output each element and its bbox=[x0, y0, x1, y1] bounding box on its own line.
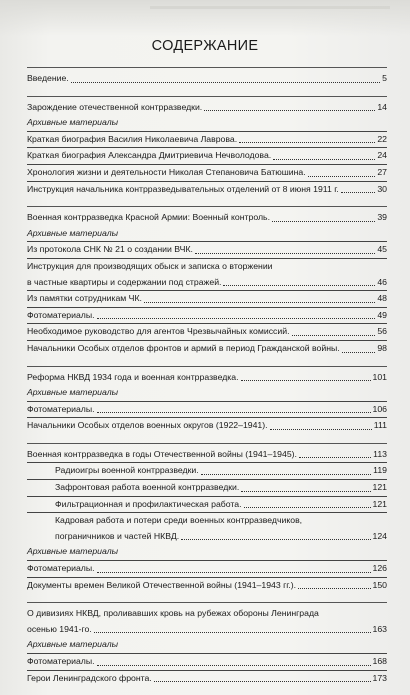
toc-entry-text: Начальники Особых отделов фронтов и армий в период Гражданской войны. bbox=[27, 342, 340, 353]
dot-leader bbox=[342, 351, 376, 353]
toc-entry-text: Инструкция начальника контрразведывательных отделений от 8 июня 1911 г. bbox=[27, 183, 339, 194]
dot-leader bbox=[241, 379, 371, 381]
toc-entry-text: Радиоигры военной контрразведки. bbox=[55, 465, 199, 476]
toc-entry[interactable] bbox=[27, 100, 387, 116]
dot-leader bbox=[97, 317, 376, 319]
toc-entry[interactable] bbox=[27, 578, 387, 594]
toc-subheading: Архивные материалы bbox=[27, 226, 387, 243]
toc-entry[interactable] bbox=[27, 308, 387, 325]
toc-subheading: Архивные материалы bbox=[27, 544, 387, 561]
toc-page-number: 39 bbox=[377, 212, 387, 223]
toc-page-number: 126 bbox=[372, 563, 387, 574]
dot-leader bbox=[341, 191, 376, 193]
toc-entry-text: Реформа НКВД 1934 года и военная контрразведка. bbox=[27, 371, 239, 382]
dot-leader bbox=[241, 490, 370, 492]
toc-page-number: 24 bbox=[377, 150, 387, 161]
toc-page-number: 106 bbox=[372, 403, 387, 414]
toc-section bbox=[27, 67, 387, 87]
toc-page-number: 45 bbox=[377, 244, 387, 255]
toc-subheading: Архивные материалы bbox=[27, 385, 387, 402]
scan-stripe bbox=[150, 6, 390, 9]
toc-page-number: 56 bbox=[377, 326, 387, 337]
dot-leader bbox=[298, 587, 370, 589]
dot-leader bbox=[272, 220, 375, 222]
toc-entry[interactable] bbox=[27, 480, 387, 497]
toc-entry-text: Фотоматериалы. bbox=[27, 656, 95, 666]
page-title: СОДЕРЖАНИЕ bbox=[151, 38, 259, 54]
toc-page-number: 124 bbox=[372, 530, 387, 541]
toc-entry[interactable] bbox=[27, 259, 387, 291]
toc-entry-text: Зафронтовая работа военной контрразведки. bbox=[55, 482, 240, 493]
toc-section bbox=[27, 443, 387, 593]
toc-entry[interactable] bbox=[27, 418, 387, 434]
toc-subheading: Архивные материалы bbox=[27, 637, 387, 654]
dot-leader bbox=[244, 506, 371, 508]
toc-page-number: 5 bbox=[382, 73, 387, 83]
toc-page-number: 113 bbox=[373, 448, 387, 459]
toc-entry[interactable] bbox=[27, 210, 387, 226]
toc-section bbox=[27, 96, 387, 198]
toc-entry-text: Начальники Особых отделов военных округов (1922–1941). bbox=[27, 420, 268, 431]
toc-entry[interactable] bbox=[27, 182, 387, 198]
toc-entry[interactable] bbox=[27, 497, 387, 514]
toc-page-number: 22 bbox=[377, 133, 387, 144]
toc-page-number: 119 bbox=[373, 465, 387, 476]
toc-page-number: 111 bbox=[373, 420, 387, 431]
toc-entry[interactable] bbox=[27, 132, 387, 149]
toc-page-number: 121 bbox=[372, 498, 387, 509]
toc-entry-text: Из протокола СНК № 21 о создании ВЧК. bbox=[27, 244, 193, 255]
toc-entry-text-line: О дивизиях НКВД, проливавших кровь на рубежах обороны Ленинграда bbox=[27, 608, 319, 619]
toc-entry-text: Краткая биография Александра Дмитриевича Нечволодова. bbox=[27, 150, 272, 161]
toc-entry-text: Фильтрационная и профилактическая работа. bbox=[55, 498, 242, 509]
toc-page-number: 173 bbox=[372, 672, 387, 683]
dot-leader bbox=[270, 428, 372, 430]
toc-page-number: 101 bbox=[372, 371, 387, 382]
dot-leader bbox=[204, 109, 375, 111]
dot-leader bbox=[299, 456, 371, 458]
toc-entry-text: Из памятки сотрудникам ЧК. bbox=[27, 293, 142, 304]
toc-entry-text: Фотоматериалы. bbox=[27, 563, 95, 574]
toc-entry-text-line: Инструкция для производящих обыск и записка о вторжении bbox=[27, 260, 273, 271]
toc-entry[interactable] bbox=[27, 324, 387, 341]
dot-leader bbox=[94, 631, 371, 633]
toc-page-number: 27 bbox=[377, 166, 387, 177]
toc-entry-text: Документы времен Великой Отечественной войны (1941–1943 гг.). bbox=[27, 579, 297, 590]
toc-entry[interactable] bbox=[27, 341, 387, 357]
dot-leader bbox=[273, 158, 375, 160]
dot-leader bbox=[97, 571, 371, 573]
dot-leader bbox=[239, 141, 375, 143]
toc-entry-text: Герои Ленинградского фронта. bbox=[27, 672, 152, 683]
toc-entry-text-line: Кадровая работа и потери среди военных контрразведчиков, bbox=[55, 515, 303, 526]
toc-page-number: 121 bbox=[372, 482, 387, 493]
toc-section bbox=[27, 206, 387, 356]
toc-page-number: 14 bbox=[377, 101, 387, 112]
toc-entry[interactable] bbox=[27, 71, 387, 87]
toc-entry[interactable] bbox=[27, 463, 387, 480]
toc-entry[interactable] bbox=[27, 513, 387, 544]
dot-leader bbox=[308, 175, 376, 177]
toc-entry-text: Фотоматериалы. bbox=[27, 403, 95, 414]
toc-entry[interactable] bbox=[27, 671, 387, 687]
dot-leader bbox=[223, 284, 375, 286]
toc-entry[interactable] bbox=[27, 242, 387, 259]
dot-leader bbox=[292, 334, 376, 336]
toc-entry[interactable] bbox=[27, 447, 387, 464]
dot-leader bbox=[97, 411, 371, 413]
dot-leader bbox=[71, 81, 380, 83]
toc-entry[interactable] bbox=[27, 370, 387, 386]
toc-section bbox=[27, 602, 387, 686]
toc-entry[interactable] bbox=[27, 654, 387, 671]
toc-entry-text: Зарождение отечественной контрразведки. bbox=[27, 101, 203, 112]
toc-page-number: 30 bbox=[377, 183, 387, 194]
table-of-contents bbox=[27, 67, 387, 695]
toc-page-number: 49 bbox=[377, 309, 387, 320]
toc-entry-text: Фотоматериалы. bbox=[27, 309, 95, 320]
dot-leader bbox=[195, 252, 375, 254]
toc-page-number: 168 bbox=[372, 656, 387, 666]
dot-leader bbox=[97, 664, 371, 666]
dot-leader bbox=[201, 473, 371, 475]
toc-entry[interactable] bbox=[27, 402, 387, 419]
toc-subheading: Архивные материалы bbox=[27, 115, 387, 132]
toc-page-number: 48 bbox=[377, 293, 387, 304]
toc-entry-text: Военная контрразведка в годы Отечественной войны (1941–1945). bbox=[27, 448, 297, 459]
toc-entry-text: Военная контрразведка Красной Армии: Военный контроль. bbox=[27, 212, 270, 223]
toc-section bbox=[27, 366, 387, 434]
toc-page-number: 150 bbox=[372, 579, 387, 590]
toc-entry-text-line: пограничников и частей НКВД. bbox=[55, 530, 180, 541]
toc-entry-text: Необходимое руководство для агентов Чрезвычайных комиссий. bbox=[27, 326, 290, 337]
toc-entry-text-line: осенью 1941-го. bbox=[27, 623, 92, 634]
toc-entry-text: Введение. bbox=[27, 73, 69, 83]
dot-leader bbox=[144, 301, 375, 303]
toc-page-number: 98 bbox=[377, 342, 387, 353]
toc-page-number: 163 bbox=[372, 623, 387, 634]
toc-entry[interactable] bbox=[27, 148, 387, 165]
toc-entry-text: Краткая биография Василия Николаевича Лаврова. bbox=[27, 133, 238, 144]
toc-entry[interactable] bbox=[27, 561, 387, 578]
toc-entry[interactable] bbox=[27, 165, 387, 182]
toc-entry-text-line: в частные квартиры и содержании под стражей. bbox=[27, 276, 222, 287]
dot-leader bbox=[181, 538, 370, 540]
toc-entry-text: Хронология жизни и деятельности Николая Степановича Батюшина. bbox=[27, 166, 306, 177]
toc-entry[interactable] bbox=[27, 291, 387, 308]
toc-page-number: 46 bbox=[377, 276, 387, 287]
toc-entry[interactable] bbox=[27, 606, 387, 637]
dot-leader bbox=[154, 680, 371, 682]
